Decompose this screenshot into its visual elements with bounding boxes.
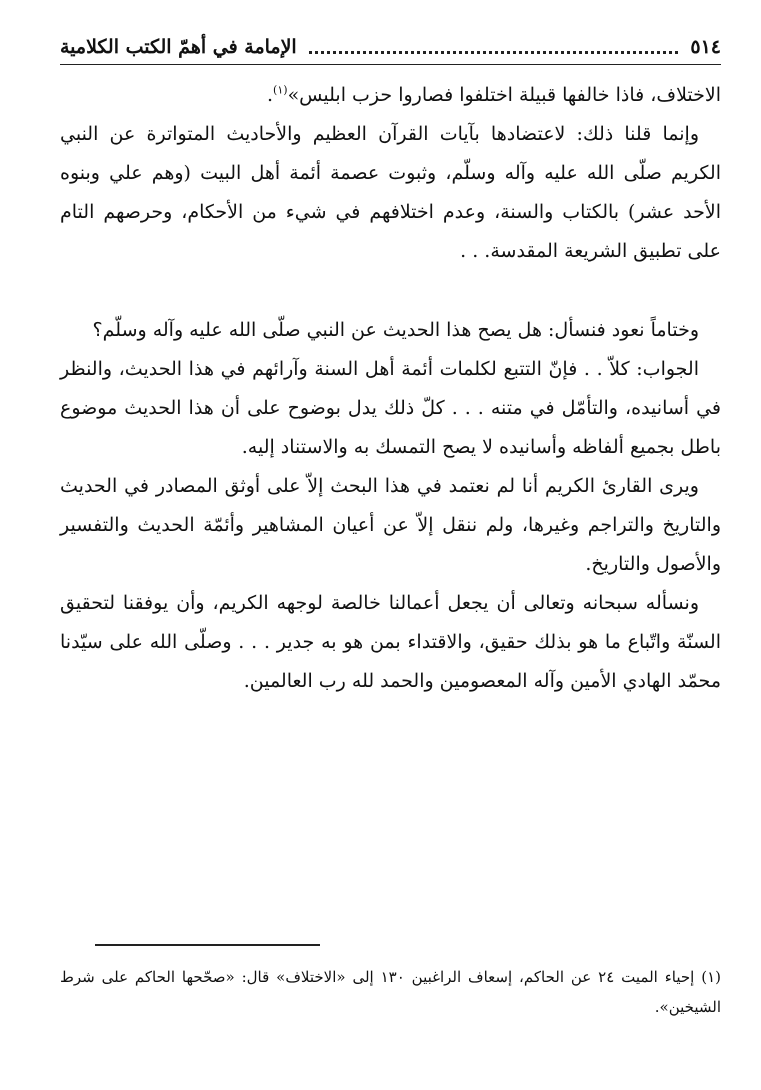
paragraph-6: ونسأله سبحانه وتعالى أن يجعل أعمالنا خالصة لوجهه الكريم، وأن يوفقنا لتحقيق السنّة واتّباع ما هو بذلك حقيق، والاقتداء بمن هو به جدير . . . وصلّى الله على سيّدنا محمّد الهادي الأمين وآله المعصومين والحمد لله رب العالمين. xyxy=(60,592,721,692)
paragraph-5: ويرى القارئ الكريم أنا لم نعتمد في هذا البحث إلاّ على أوثق المصادر في الحديث والتاريخ والتراجم وغيرها، ولم ننقل إلاّ عن أعيان المشاهير وأئمّة الحديث والتفسير والأصول والتاريخ. xyxy=(60,475,721,575)
paragraph-1 xyxy=(60,76,721,115)
running-title: الإمامة في أهمّ الكتب الكلامية xyxy=(60,36,297,58)
paragraph-1-text: الاختلاف، فاذا خالفها قبيلة اختلفوا فصاروا حزب ابليس» xyxy=(287,84,721,106)
header-leader-dots xyxy=(309,41,679,54)
paragraph-4: الجواب: كلاّ . . فإنّ التتبع لكلمات أئمة أهل السنة وآرائهم في هذا الحديث، والنظر في أسانيده، والتأمّل في متنه . . . كلّ ذلك يدل بوضوح على أن هذا الحديث موضوع باطل بجميع ألفاظه وأسانيده لا يصح التمسك به والاستناد إليه. xyxy=(60,358,721,458)
footnote-reference: (١) xyxy=(273,83,288,97)
paragraph-2: وإنما قلنا ذلك: لاعتضادها بآيات القرآن العظيم والأحاديث المتواترة عن النبي الكريم صلّى الله عليه وآله وسلّم، وثبوت عصمة أئمة أهل البيت (وهم علي وبنوه الأحد عشر) بالكتاب والسنة، وعدم اختلافهم في شيء من الأحكام، وحرصهم التام على تطبيق الشريعة المقدسة. . . xyxy=(60,123,721,262)
header-rule xyxy=(60,64,721,65)
footnote-rule xyxy=(95,944,320,946)
footnote: (١) إحياء الميت ٢٤ عن الحاكم، إسعاف الراغبين ١٣٠ إلى «الاختلاف» قال: «صحّحها الحاكم على شرط الشيخين». xyxy=(60,968,721,1016)
page-number: ٥١٤ xyxy=(690,36,721,58)
paragraph-3: وختاماً نعود فنسأل: هل يصح هذا الحديث عن النبي صلّى الله عليه وآله وسلّم؟ xyxy=(92,319,699,341)
main-text xyxy=(60,76,721,701)
running-header xyxy=(60,30,721,64)
paragraph-1-tail: . xyxy=(267,84,274,106)
